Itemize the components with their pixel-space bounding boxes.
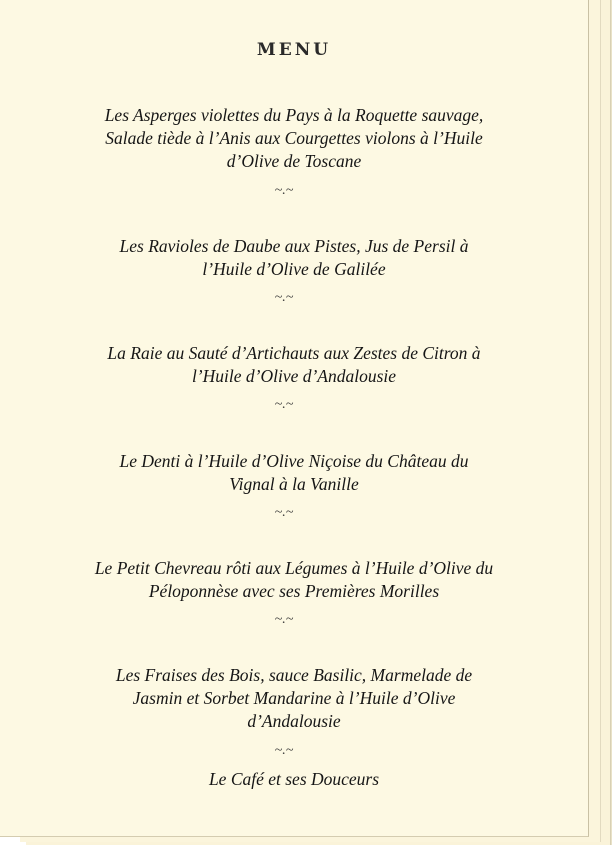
course-line: d’Andalousie	[247, 711, 341, 731]
course-line: Les Asperges violettes du Pays à la Roquette sauvage,	[104, 105, 484, 125]
course-line: Vignal à la Vanille	[229, 474, 359, 494]
course-line: Péloponnèse avec ses Premières Morilles	[148, 581, 440, 601]
course-6	[20, 664, 568, 733]
course-separator: ~.~	[274, 505, 294, 520]
course-separator: ~.~	[274, 397, 294, 412]
course-1	[20, 104, 568, 173]
course-line: Les Fraises des Bois, sauce Basilic, Marmelade de	[115, 665, 473, 685]
course-separator: ~.~	[274, 612, 294, 627]
course-line: Salade tiède à l’Anis aux Courgettes violons à l’Huile	[105, 128, 483, 148]
course-separator: ~.~	[274, 290, 294, 305]
course-separator: ~.~	[274, 743, 294, 758]
course-7	[20, 768, 568, 791]
course-separator: ~.~	[274, 183, 294, 198]
course-line: Jasmin et Sorbet Mandarine à l’Huile d’Olive	[132, 688, 456, 708]
course-line: l’Huile d’Olive de Galilée	[202, 259, 386, 279]
course-line: Le Denti à l’Huile d’Olive Niçoise du Château du	[119, 451, 469, 471]
course-line: La Raie au Sauté d’Artichauts aux Zestes de Citron à	[107, 343, 481, 363]
course-line: Le Petit Chevreau rôti aux Légumes à l’Huile d’Olive du	[94, 558, 494, 578]
course-4	[20, 450, 568, 496]
course-line: l’Huile d’Olive d’Andalousie	[191, 366, 397, 386]
course-line: Les Ravioles de Daube aux Pistes, Jus de Persil à	[119, 236, 469, 256]
course-line: Le Café et ses Douceurs	[208, 769, 380, 789]
course-5	[20, 557, 568, 603]
course-line: d’Olive de Toscane	[226, 151, 362, 171]
course-3	[20, 342, 568, 388]
course-2	[20, 235, 568, 281]
menu-title: MENU	[256, 40, 332, 60]
